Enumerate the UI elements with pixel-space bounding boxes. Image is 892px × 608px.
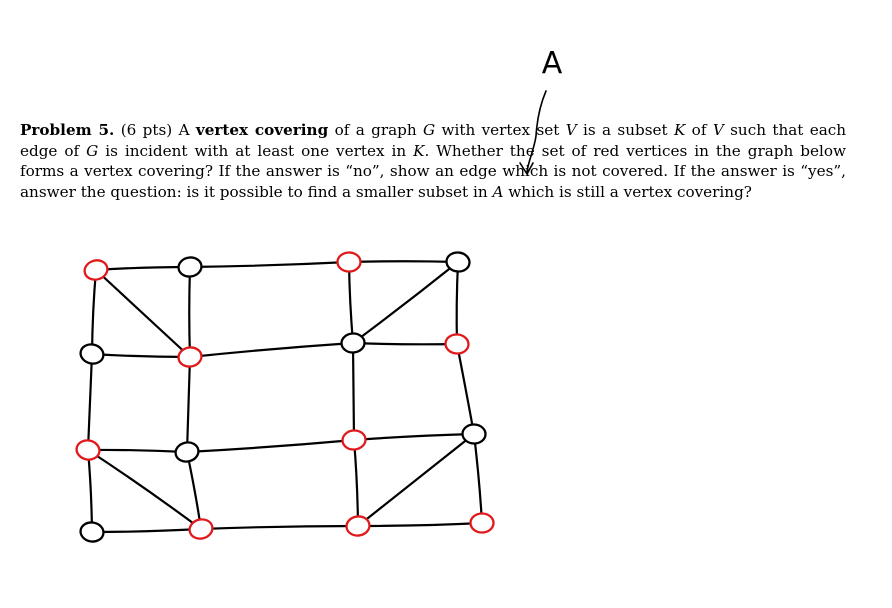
text-run: of a graph: [328, 121, 424, 139]
problem-heading: Problem 5.: [20, 121, 115, 139]
graph-edge: [358, 523, 482, 526]
red-vertex: [345, 515, 370, 537]
graph-edge: [96, 270, 190, 357]
red-vertex: [445, 334, 469, 355]
graph-edge: [349, 262, 353, 343]
graph-edge: [190, 262, 349, 267]
graph-edge: [474, 434, 482, 523]
red-vertex: [471, 514, 494, 533]
graph-edge: [353, 262, 458, 343]
graph-edge: [187, 452, 201, 529]
graph-edge: [88, 450, 187, 452]
edges: [88, 261, 482, 532]
graph-edge: [457, 262, 458, 344]
black-vertex: [177, 256, 202, 278]
text-run: is a subset: [576, 121, 674, 139]
math-symbol: K: [413, 141, 425, 160]
graph-edge: [88, 354, 92, 450]
text-run: with vertex set: [435, 121, 566, 139]
annotation-label: A: [541, 46, 563, 81]
black-vertex: [79, 521, 105, 543]
math-symbol: G: [86, 141, 99, 160]
graph-edge: [189, 267, 190, 357]
graph-edge: [457, 344, 474, 434]
text-run: . Whether the set of red vertices in the graph below forms a vertex covering? If the answer is “no”, show an edge which is not covered. If the answer is “yes”, answer the question: is it possible to find a smaller subset in: [20, 141, 847, 201]
text-run: is incident with at least one vertex in: [98, 141, 414, 160]
graph-edge: [187, 440, 354, 452]
black-vertex: [79, 342, 106, 366]
term-bold: vertex covering: [195, 121, 329, 139]
math-symbol: V: [565, 121, 577, 139]
black-vertex: [341, 333, 365, 353]
math-symbol: V: [712, 121, 724, 139]
math-symbol: G: [423, 121, 436, 139]
graph-edge: [349, 261, 458, 262]
text-run: such that each edge of: [20, 121, 847, 160]
problem-points: (6 pts): [120, 121, 173, 139]
graph-edge: [92, 270, 96, 354]
math-symbol: K: [673, 121, 686, 139]
graph-edge: [92, 529, 201, 532]
text-run: of: [685, 121, 713, 139]
red-vertex: [75, 438, 101, 461]
red-vertex: [342, 430, 367, 451]
text-run: which is still a vertex covering?: [503, 182, 752, 201]
graph-edge: [88, 450, 92, 532]
graph-edge: [354, 434, 474, 440]
graph-edge: [353, 343, 354, 440]
graph-edge: [353, 343, 457, 344]
graph-edge: [96, 267, 190, 270]
graph-edge: [190, 343, 353, 357]
graph-edge: [354, 440, 358, 526]
red-vertex: [188, 517, 215, 541]
graph-edge: [358, 434, 474, 526]
black-vertex: [446, 251, 471, 272]
vertices: [75, 251, 494, 543]
graph-edge: [187, 357, 190, 452]
graph-edge: [201, 526, 358, 529]
math-symbol: A: [492, 182, 504, 201]
text-run: A: [178, 121, 196, 139]
graph-edge: [92, 354, 190, 357]
red-vertex: [337, 252, 360, 271]
black-vertex: [462, 424, 486, 444]
black-vertex: [174, 440, 200, 463]
